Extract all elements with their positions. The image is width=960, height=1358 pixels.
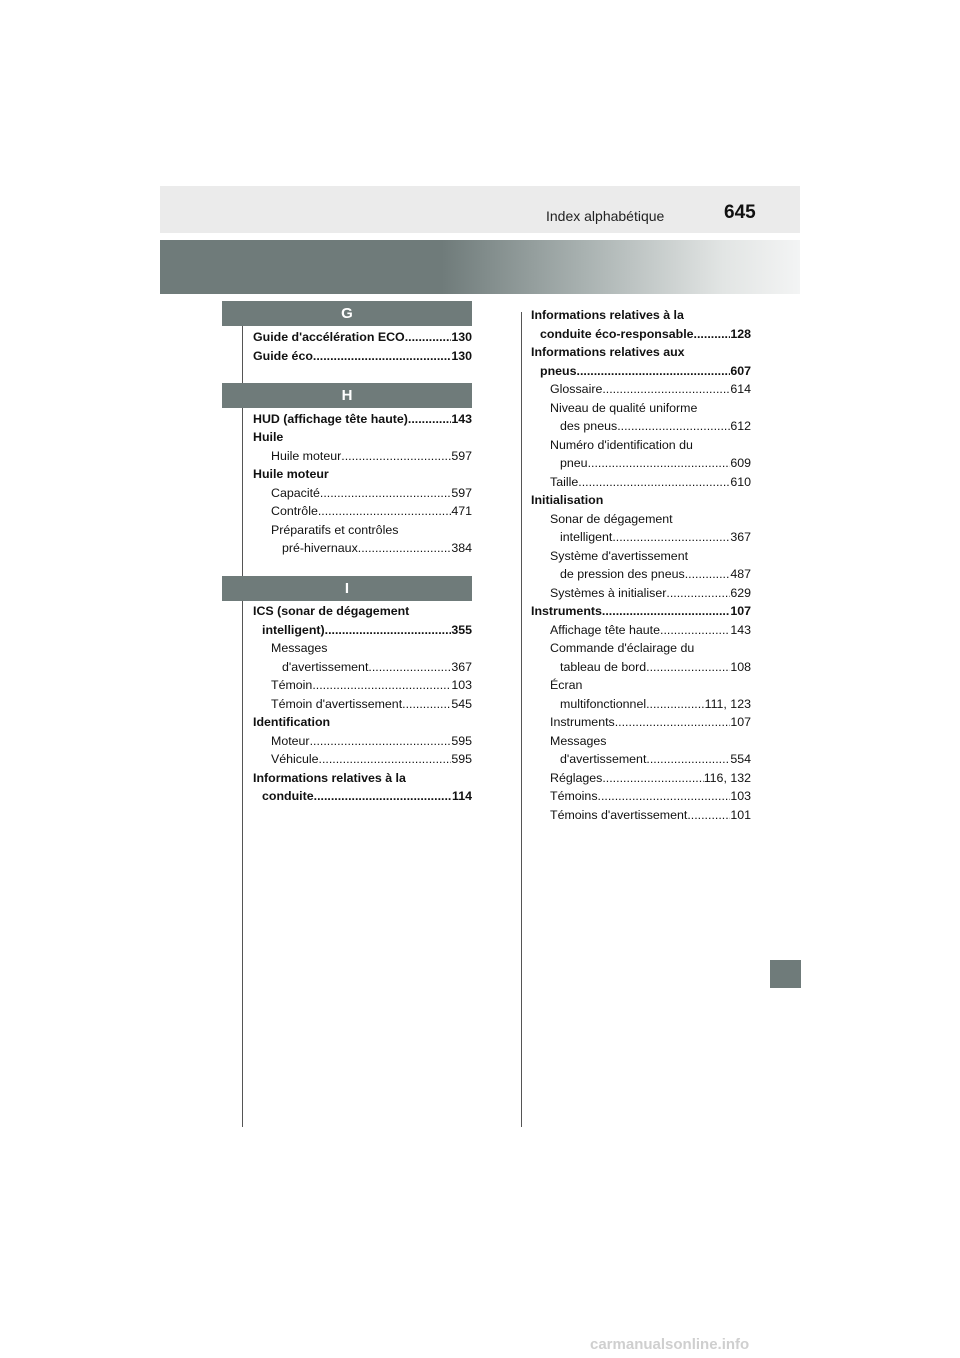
index-subentry: Préparatifs et contrôles — [271, 523, 399, 537]
index-subentry: Niveau de qualité uniforme — [550, 401, 698, 415]
index-subentry: Témoin d'avertissement ..... 545 — [271, 695, 472, 714]
index-subentry: tableau de bord ..... 108 — [560, 658, 751, 677]
letter-header-h: H — [222, 383, 472, 408]
index-entry: Informations relatives à la — [531, 308, 684, 322]
index-entry: Instruments ..... 107 — [531, 602, 751, 621]
watermark: carmanualsonline.info — [590, 1336, 750, 1353]
index-subentry: multifonctionnel ..... 111, 123 — [560, 695, 751, 714]
index-subentry: intelligent ..... 367 — [560, 528, 751, 547]
index-subentry: de pression des pneus ..... 487 — [560, 565, 751, 584]
index-subentry: Véhicule ..... 595 — [271, 750, 472, 769]
index-entry: Informations relatives à la — [253, 771, 406, 785]
letter-header-g: G — [222, 301, 472, 326]
index-entry: conduite éco-responsable ..... 128 — [540, 325, 751, 344]
index-entry: ICS (sonar de dégagement — [253, 604, 410, 618]
index-entry: Huile moteur — [253, 467, 329, 481]
index-entry: conduite ..... 114 — [262, 787, 472, 806]
letter-header-i: I — [222, 576, 472, 601]
index-subentry: d'avertissement ..... 554 — [560, 750, 751, 769]
index-subentry: d'avertissement ..... 367 — [282, 658, 472, 677]
chapter-tab — [770, 960, 801, 988]
index-entry: pneus ..... 607 — [540, 362, 751, 381]
index-subentry: Écran — [550, 678, 583, 692]
index-entry: Guide d'accélération ECO ..... 130 — [253, 328, 472, 347]
index-subentry: Taille ..... 610 — [550, 473, 751, 492]
index-entry: Guide éco ..... 130 — [253, 347, 472, 366]
index-subentry: Huile moteur ..... 597 — [271, 447, 472, 466]
index-entry: Identification — [253, 715, 331, 729]
index-subentry: Messages — [271, 641, 328, 655]
index-entry: Initialisation — [531, 493, 604, 507]
index-subentry: Moteur ..... 595 — [271, 732, 472, 751]
right-column-rule — [521, 312, 522, 1127]
index-entry: Huile — [253, 430, 284, 444]
index-subentry: Systèmes à initialiser ..... 629 — [550, 584, 751, 603]
index-subentry: Glossaire ..... 614 — [550, 380, 751, 399]
index-subentry: Affichage tête haute ..... 143 — [550, 621, 751, 640]
left-column-rule — [242, 312, 243, 1127]
index-entry: Informations relatives aux — [531, 345, 685, 359]
index-subentry: Messages — [550, 734, 607, 748]
index-subentry: Commande d'éclairage du — [550, 641, 695, 655]
page-number: 645 — [724, 202, 756, 223]
section-title: Index alphabétique — [546, 208, 665, 224]
index-subentry: Sonar de dégagement — [550, 512, 673, 526]
index-subentry: Témoins d'avertissement ..... 101 — [550, 806, 751, 825]
index-subentry: Témoins ..... 103 — [550, 787, 751, 806]
index-subentry: des pneus ..... 612 — [560, 417, 751, 436]
page-header-bar — [160, 186, 800, 233]
index-subentry: Témoin ..... 103 — [271, 676, 472, 695]
index-subentry: Numéro d'identification du — [550, 438, 693, 452]
index-subentry: Contrôle ..... 471 — [271, 502, 472, 521]
decorative-band — [160, 240, 800, 294]
index-subentry: Instruments ..... 107 — [550, 713, 751, 732]
index-entry: intelligent) ..... 355 — [262, 621, 472, 640]
index-subentry: Système d'avertissement — [550, 549, 689, 563]
index-subentry: Capacité ..... 597 — [271, 484, 472, 503]
index-subentry: Réglages ..... 116, 132 — [550, 769, 751, 788]
index-subentry: pneu ..... 609 — [560, 454, 751, 473]
index-subentry: pré-hivernaux ..... 384 — [282, 539, 472, 558]
index-entry: HUD (affichage tête haute) ..... 143 — [253, 410, 472, 429]
